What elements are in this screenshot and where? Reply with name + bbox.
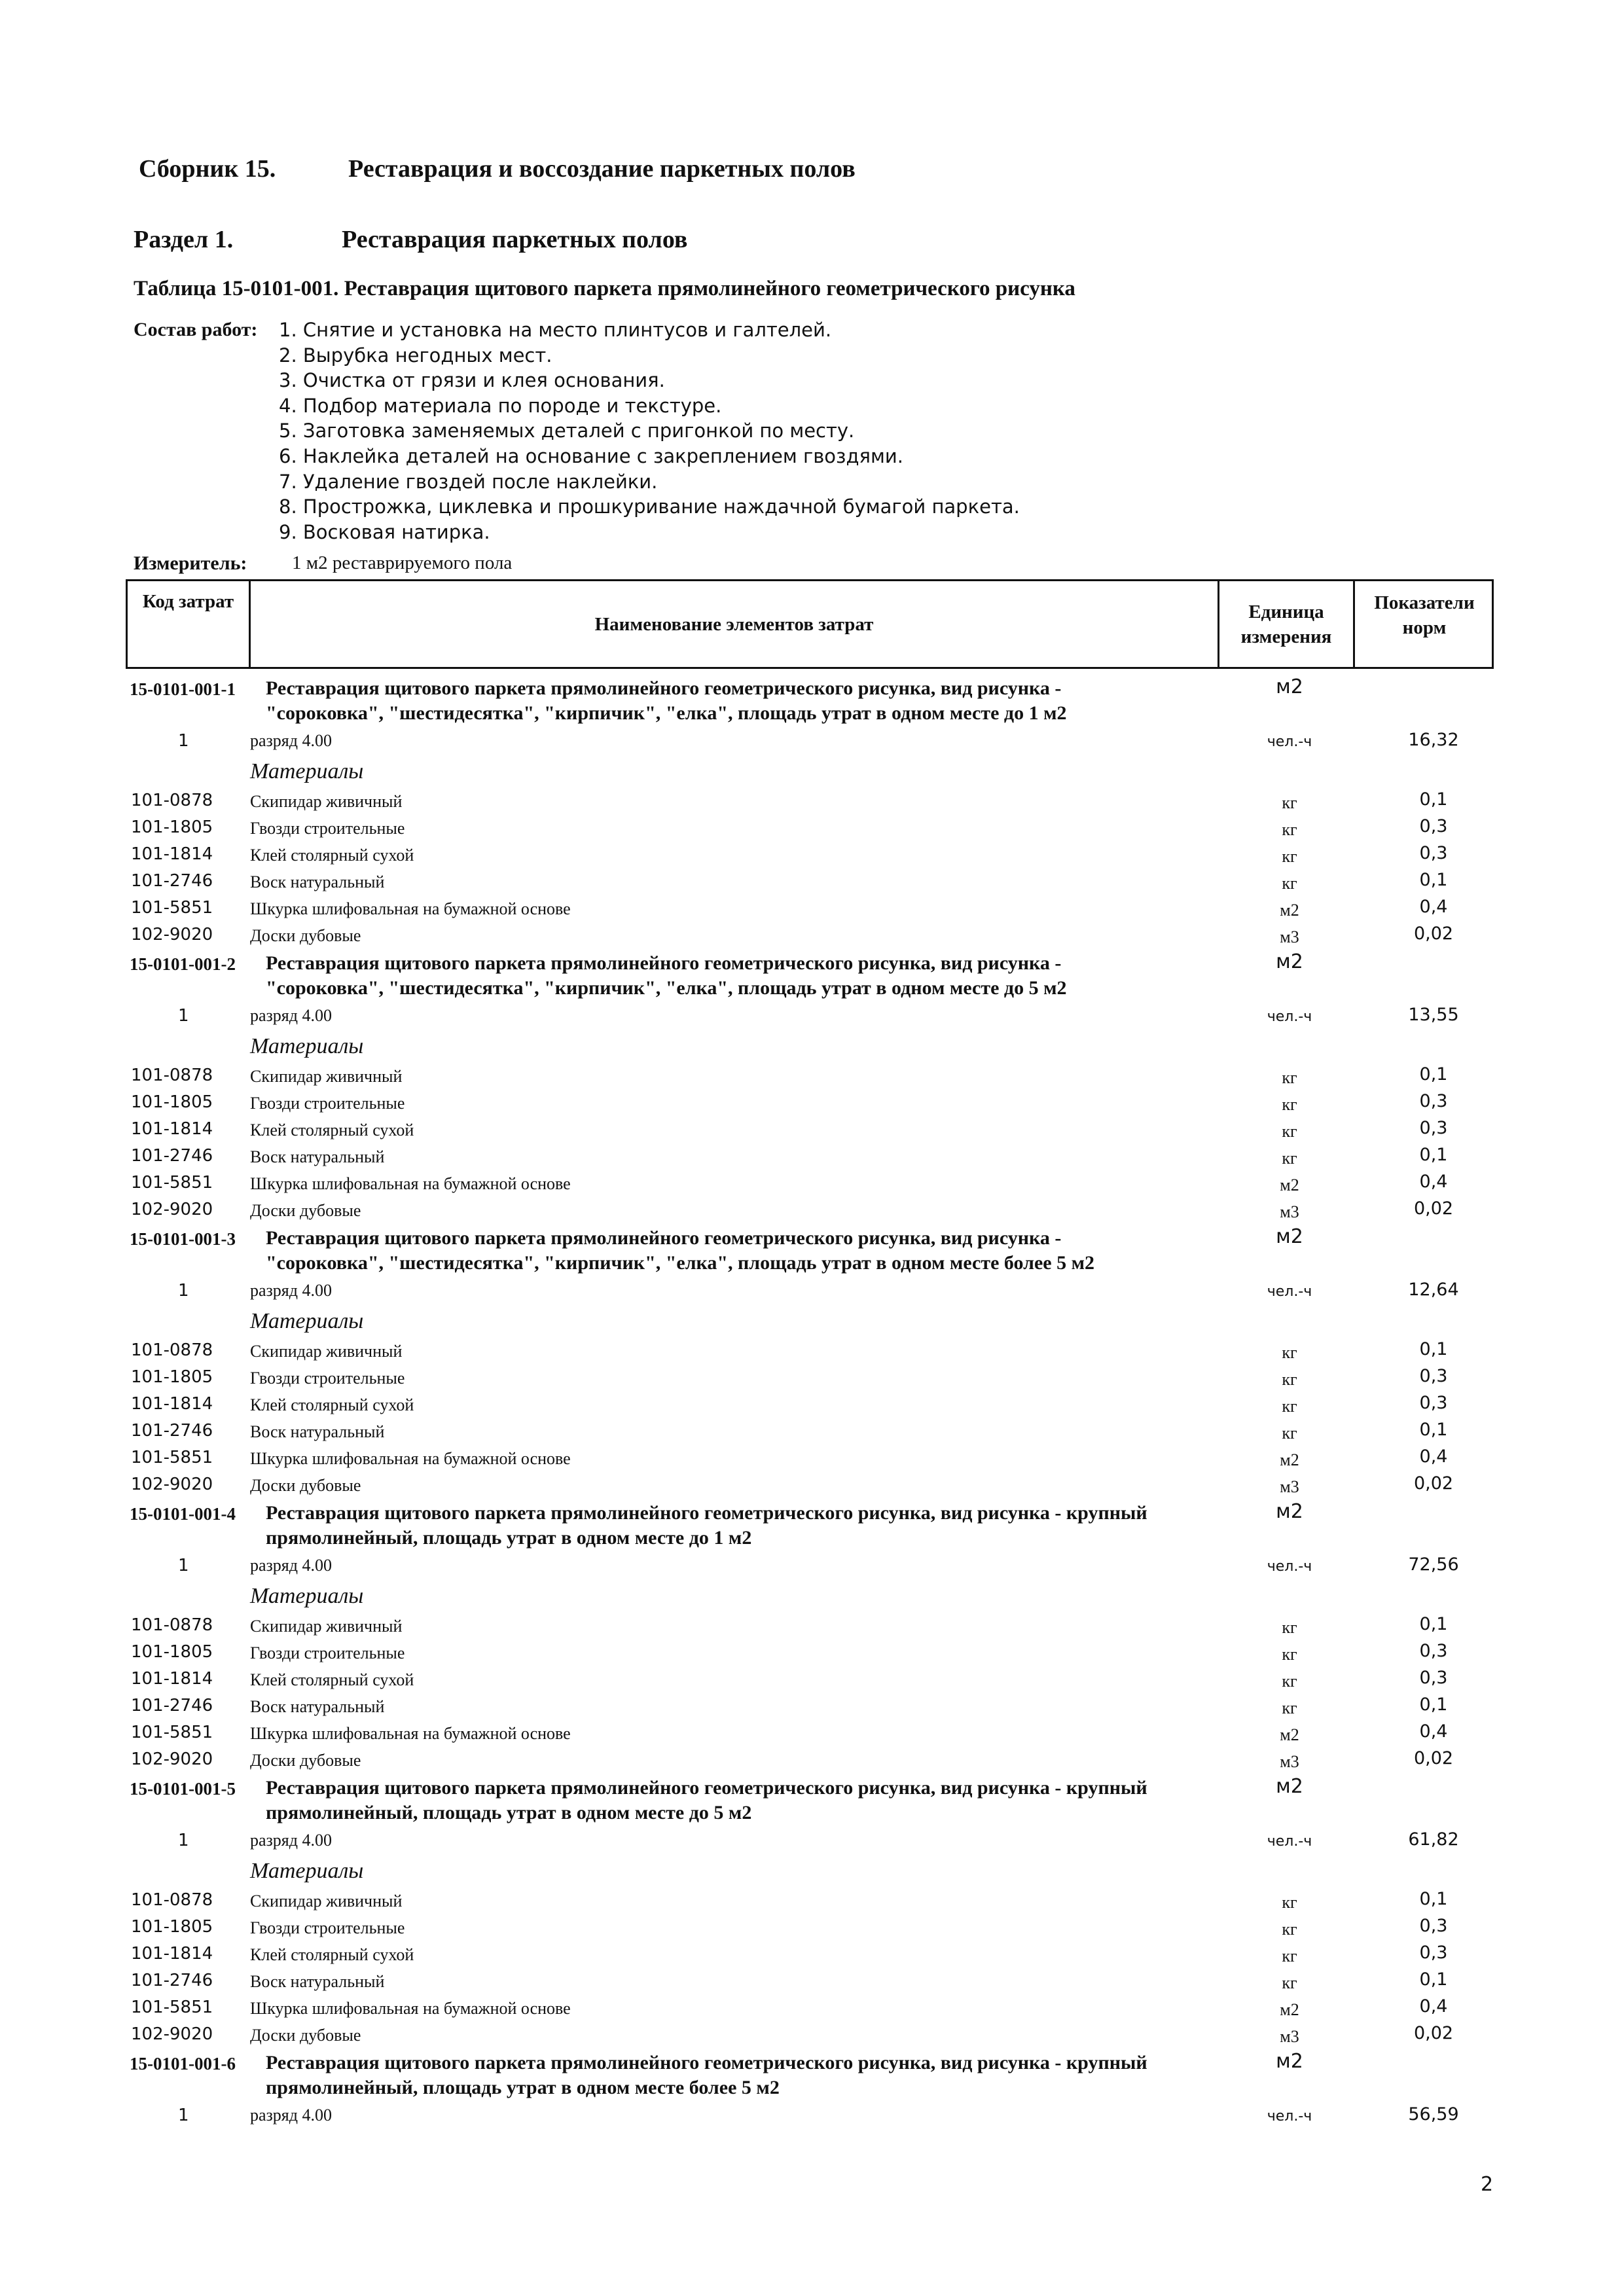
- material-name: Клей столярный сухой: [250, 846, 414, 865]
- labor-unit: чел.-ч: [1267, 1283, 1312, 1300]
- labor-value: 72,56: [1408, 1554, 1459, 1575]
- labor-value: 56,59: [1408, 2104, 1459, 2125]
- labor-code: 1: [178, 1006, 189, 1026]
- material-code: 101-0878: [131, 791, 213, 810]
- norm-unit: м2: [1276, 2050, 1303, 2073]
- material-unit: кг: [1282, 1095, 1297, 1114]
- material-value: 0,3: [1419, 1943, 1448, 1963]
- labor-unit: чел.-ч: [1267, 1833, 1312, 1850]
- material-code: 101-2746: [131, 1421, 213, 1441]
- material-code: 101-1814: [131, 1669, 213, 1689]
- labor-name: разряд 4.00: [250, 1556, 332, 1575]
- work-item: 3. Очистка от грязи и клея основания.: [279, 369, 665, 392]
- material-unit: кг: [1282, 1343, 1297, 1362]
- material-code: 101-2746: [131, 1696, 213, 1715]
- material-value: 0,1: [1419, 1969, 1448, 1990]
- header-code-label: Код затрат: [142, 591, 234, 612]
- material-name: Гвозди строительные: [250, 819, 405, 838]
- material-unit: кг: [1282, 1122, 1297, 1141]
- material-code: 101-1805: [131, 1367, 213, 1387]
- material-unit: кг: [1282, 793, 1297, 812]
- material-code: 101-1814: [131, 1119, 213, 1139]
- material-code: 101-1805: [131, 1642, 213, 1662]
- labor-name: разряд 4.00: [250, 1831, 332, 1850]
- material-code: 101-5851: [131, 1173, 213, 1193]
- norm-code: 15-0101-001-5: [130, 1779, 236, 1799]
- material-unit: кг: [1282, 1946, 1297, 1965]
- material-unit: м3: [1280, 1202, 1299, 1221]
- norm-code: 15-0101-001-3: [130, 1229, 236, 1249]
- material-value: 0,1: [1419, 870, 1448, 890]
- material-value: 0,3: [1419, 843, 1448, 863]
- material-value: 0,4: [1419, 897, 1448, 917]
- labor-code: 1: [178, 1281, 189, 1300]
- work-item: 4. Подбор материала по породе и текстуре.: [279, 394, 722, 417]
- header-norm-line2: норм: [1402, 617, 1447, 638]
- norm-unit: м2: [1276, 1225, 1303, 1248]
- labor-code: 1: [178, 731, 189, 751]
- labor-code: 1: [178, 1556, 189, 1575]
- meter-value: 1 м2 реставрируемого пола: [292, 552, 513, 573]
- work-item: 8. Прострожка, циклевка и прошкуривание наждачной бумагой паркета.: [279, 495, 1020, 518]
- material-value: 0,02: [1413, 1748, 1454, 1768]
- material-name: Клей столярный сухой: [250, 1945, 414, 1964]
- material-unit: м2: [1280, 1450, 1299, 1469]
- header-name: [251, 581, 1218, 667]
- norm-code: 15-0101-001-2: [130, 954, 236, 974]
- material-code: 101-1805: [131, 1917, 213, 1937]
- material-code: 102-9020: [131, 925, 213, 944]
- material-value: 0,4: [1419, 1996, 1448, 2017]
- work-composition-label: Состав работ:: [134, 319, 258, 340]
- material-code: 102-9020: [131, 1475, 213, 1494]
- material-code: 102-9020: [131, 1749, 213, 1769]
- material-value: 0,3: [1419, 1366, 1448, 1386]
- norm-title-line2: прямолинейный, площадь утрат в одном месте до 1 м2: [266, 1527, 752, 1549]
- work-item: 2. Вырубка негодных мест.: [279, 344, 552, 367]
- material-value: 0,3: [1419, 1118, 1448, 1138]
- work-item: 6. Наклейка деталей на основание с закреплением гвоздями.: [279, 444, 903, 467]
- meter-label: Измеритель:: [134, 552, 247, 574]
- material-name: Скипидар живичный: [250, 1892, 403, 1910]
- material-value: 0,4: [1419, 1721, 1448, 1742]
- norm-unit: м2: [1276, 1500, 1303, 1523]
- material-value: 0,3: [1419, 1916, 1448, 1936]
- material-name: Шкурка шлифовальная на бумажной основе: [250, 899, 571, 918]
- material-code: 101-0878: [131, 1615, 213, 1635]
- material-unit: м3: [1280, 2027, 1299, 2046]
- material-code: 101-0878: [131, 1066, 213, 1085]
- labor-value: 16,32: [1408, 730, 1459, 750]
- material-unit: м2: [1280, 1725, 1299, 1744]
- material-value: 0,3: [1419, 1641, 1448, 1661]
- labor-value: 61,82: [1408, 1829, 1459, 1850]
- material-name: Шкурка шлифовальная на бумажной основе: [250, 1724, 571, 1743]
- labor-value: 12,64: [1408, 1280, 1459, 1300]
- materials-heading: Материалы: [250, 1859, 364, 1883]
- material-name: Скипидар живичный: [250, 792, 403, 811]
- material-value: 0,4: [1419, 1446, 1448, 1467]
- norm-title-line1: Реставрация щитового паркета прямолинейного геометрического рисунка, вид рисунка - крупный: [266, 1777, 1147, 1799]
- collection-label: Сборник 15.: [139, 155, 276, 183]
- material-unit: кг: [1282, 874, 1297, 893]
- material-unit: кг: [1282, 1920, 1297, 1939]
- material-code: 101-1814: [131, 844, 213, 864]
- material-name: Воск натуральный: [250, 1972, 385, 1991]
- material-name: Шкурка шлифовальная на бумажной основе: [250, 1449, 571, 1468]
- labor-unit: чел.-ч: [1267, 734, 1312, 750]
- materials-heading: Материалы: [250, 1584, 364, 1608]
- material-value: 0,02: [1413, 1198, 1454, 1219]
- material-code: 101-0878: [131, 1340, 213, 1360]
- norm-unit: м2: [1276, 675, 1303, 698]
- material-code: 101-0878: [131, 1890, 213, 1910]
- material-name: Воск натуральный: [250, 1147, 385, 1166]
- material-code: 101-1805: [131, 1092, 213, 1112]
- material-value: 0,1: [1419, 1420, 1448, 1440]
- material-name: Доски дубовые: [250, 1201, 361, 1220]
- materials-heading: Материалы: [250, 1309, 364, 1333]
- material-unit: м3: [1280, 927, 1299, 946]
- material-unit: кг: [1282, 1424, 1297, 1443]
- header-unit: [1219, 581, 1353, 667]
- material-name: Гвозди строительные: [250, 1643, 405, 1662]
- table-title: Таблица 15-0101-001. Реставрация щитового паркета прямолинейного геометрического рисунка: [134, 277, 1075, 300]
- labor-name: разряд 4.00: [250, 731, 332, 750]
- material-unit: кг: [1282, 820, 1297, 839]
- labor-unit: чел.-ч: [1267, 1558, 1312, 1575]
- material-unit: кг: [1282, 1973, 1297, 1992]
- material-value: 0,3: [1419, 1091, 1448, 1111]
- labor-unit: чел.-ч: [1267, 1009, 1312, 1025]
- material-value: 0,1: [1419, 1889, 1448, 1909]
- material-name: Доски дубовые: [250, 1476, 361, 1495]
- material-unit: кг: [1282, 1068, 1297, 1087]
- labor-code: 1: [178, 1831, 189, 1850]
- material-value: 0,1: [1419, 1145, 1448, 1165]
- material-unit: кг: [1282, 1698, 1297, 1717]
- material-code: 101-5851: [131, 1448, 213, 1467]
- labor-name: разряд 4.00: [250, 1281, 332, 1300]
- material-name: Гвозди строительные: [250, 1369, 405, 1388]
- material-name: Воск натуральный: [250, 1697, 385, 1716]
- work-item: 7. Удаление гвоздей после наклейки.: [279, 470, 658, 493]
- material-name: Шкурка шлифовальная на бумажной основе: [250, 1999, 571, 2018]
- norm-title-line2: "сороковка", "шестидесятка", "кирпичик", "елка", площадь утрат в одном месте до 5 м2: [266, 977, 1067, 999]
- table-header: [126, 579, 1494, 669]
- norm-title-line2: прямолинейный, площадь утрат в одном месте до 5 м2: [266, 1802, 752, 1823]
- header-norm-line1: Показатели: [1374, 592, 1475, 613]
- material-value: 0,02: [1413, 1473, 1454, 1494]
- material-name: Шкурка шлифовальная на бумажной основе: [250, 1174, 571, 1193]
- norm-title-line1: Реставрация щитового паркета прямолинейного геометрического рисунка, вид рисунка -: [266, 952, 1062, 974]
- material-value: 0,3: [1419, 1393, 1448, 1413]
- collection-title: Реставрация и воссоздание паркетных полов: [348, 155, 856, 183]
- material-name: Скипидар живичный: [250, 1342, 403, 1361]
- material-code: 101-1805: [131, 817, 213, 837]
- material-code: 101-5851: [131, 898, 213, 918]
- labor-value: 13,55: [1408, 1005, 1459, 1025]
- material-unit: кг: [1282, 1149, 1297, 1168]
- labor-unit: чел.-ч: [1267, 2108, 1312, 2125]
- norm-unit: м2: [1276, 1775, 1303, 1798]
- materials-heading: Материалы: [250, 759, 364, 783]
- material-value: 0,1: [1419, 1064, 1448, 1085]
- materials-heading: Материалы: [250, 1034, 364, 1058]
- norm-unit: м2: [1276, 950, 1303, 973]
- material-name: Гвозди строительные: [250, 1094, 405, 1113]
- header-norm: [1355, 581, 1494, 667]
- material-name: Клей столярный сухой: [250, 1395, 414, 1414]
- header-unit-line2: измерения: [1240, 626, 1332, 647]
- material-code: 101-5851: [131, 1723, 213, 1742]
- norm-code: 15-0101-001-4: [130, 1504, 236, 1524]
- material-value: 0,1: [1419, 789, 1448, 810]
- norm-title-line2: прямолинейный, площадь утрат в одном месте более 5 м2: [266, 2077, 780, 2098]
- header-name-label: Наименование элементов затрат: [594, 613, 874, 635]
- material-unit: кг: [1282, 847, 1297, 866]
- norm-title-line1: Реставрация щитового паркета прямолинейного геометрического рисунка, вид рисунка - крупный: [266, 1502, 1147, 1524]
- labor-name: разряд 4.00: [250, 2106, 332, 2125]
- material-unit: м3: [1280, 1477, 1299, 1496]
- material-value: 0,02: [1413, 2023, 1454, 2043]
- material-name: Скипидар живичный: [250, 1067, 403, 1086]
- work-item: 9. Восковая натирка.: [279, 520, 490, 543]
- material-value: 0,4: [1419, 1172, 1448, 1192]
- material-name: Воск натуральный: [250, 1422, 385, 1441]
- norm-title-line1: Реставрация щитового паркета прямолинейного геометрического рисунка, вид рисунка -: [266, 677, 1062, 699]
- material-value: 0,02: [1413, 924, 1454, 944]
- norm-title-line1: Реставрация щитового паркета прямолинейного геометрического рисунка, вид рисунка - крупный: [266, 2052, 1147, 2073]
- work-item: 1. Снятие и установка на место плинтусов и галтелей.: [279, 319, 832, 341]
- material-code: 102-9020: [131, 1200, 213, 1219]
- section-label: Раздел 1.: [134, 226, 234, 253]
- header-code: [128, 581, 249, 667]
- material-code: 101-2746: [131, 1971, 213, 1990]
- material-name: Доски дубовые: [250, 926, 361, 945]
- section-title: Реставрация паркетных полов: [342, 226, 688, 253]
- work-item: 5. Заготовка заменяемых деталей с пригонкой по месту.: [279, 420, 855, 442]
- material-value: 0,3: [1419, 1668, 1448, 1688]
- material-value: 0,1: [1419, 1614, 1448, 1634]
- material-unit: м3: [1280, 1752, 1299, 1771]
- norm-title-line2: "сороковка", "шестидесятка", "кирпичик", "елка", площадь утрат в одном месте до 1 м2: [266, 702, 1067, 724]
- material-unit: кг: [1282, 1672, 1297, 1691]
- material-unit: м2: [1280, 2000, 1299, 2019]
- labor-name: разряд 4.00: [250, 1006, 332, 1025]
- material-name: Доски дубовые: [250, 2026, 361, 2045]
- norm-title-line2: "сороковка", "шестидесятка", "кирпичик", "елка", площадь утрат в одном месте более 5 м2: [266, 1252, 1095, 1274]
- material-name: Клей столярный сухой: [250, 1121, 414, 1139]
- work-composition-list: [279, 317, 1020, 545]
- material-code: 101-1814: [131, 1394, 213, 1414]
- material-name: Воск натуральный: [250, 872, 385, 891]
- material-code: 101-1814: [131, 1944, 213, 1964]
- material-name: Клей столярный сухой: [250, 1670, 414, 1689]
- page-number: 2: [1481, 2173, 1494, 2196]
- material-code: 101-2746: [131, 1146, 213, 1166]
- material-code: 101-2746: [131, 871, 213, 891]
- material-unit: кг: [1282, 1397, 1297, 1416]
- material-value: 0,1: [1419, 1339, 1448, 1359]
- material-unit: кг: [1282, 1893, 1297, 1912]
- norm-code: 15-0101-001-6: [130, 2054, 236, 2073]
- material-value: 0,3: [1419, 816, 1448, 836]
- material-name: Гвозди строительные: [250, 1918, 405, 1937]
- header-unit-line1: Единица: [1248, 601, 1324, 622]
- material-unit: м2: [1280, 1175, 1299, 1194]
- material-unit: кг: [1282, 1645, 1297, 1664]
- material-unit: м2: [1280, 901, 1299, 920]
- norm-title-line1: Реставрация щитового паркета прямолинейного геометрического рисунка, вид рисунка -: [266, 1227, 1062, 1249]
- labor-code: 1: [178, 2106, 189, 2125]
- norm-code: 15-0101-001-1: [130, 679, 236, 699]
- material-name: Доски дубовые: [250, 1751, 361, 1770]
- material-code: 102-9020: [131, 2024, 213, 2044]
- material-code: 101-5851: [131, 1998, 213, 2017]
- material-unit: кг: [1282, 1618, 1297, 1637]
- material-value: 0,1: [1419, 1695, 1448, 1715]
- material-name: Скипидар живичный: [250, 1617, 403, 1636]
- material-unit: кг: [1282, 1370, 1297, 1389]
